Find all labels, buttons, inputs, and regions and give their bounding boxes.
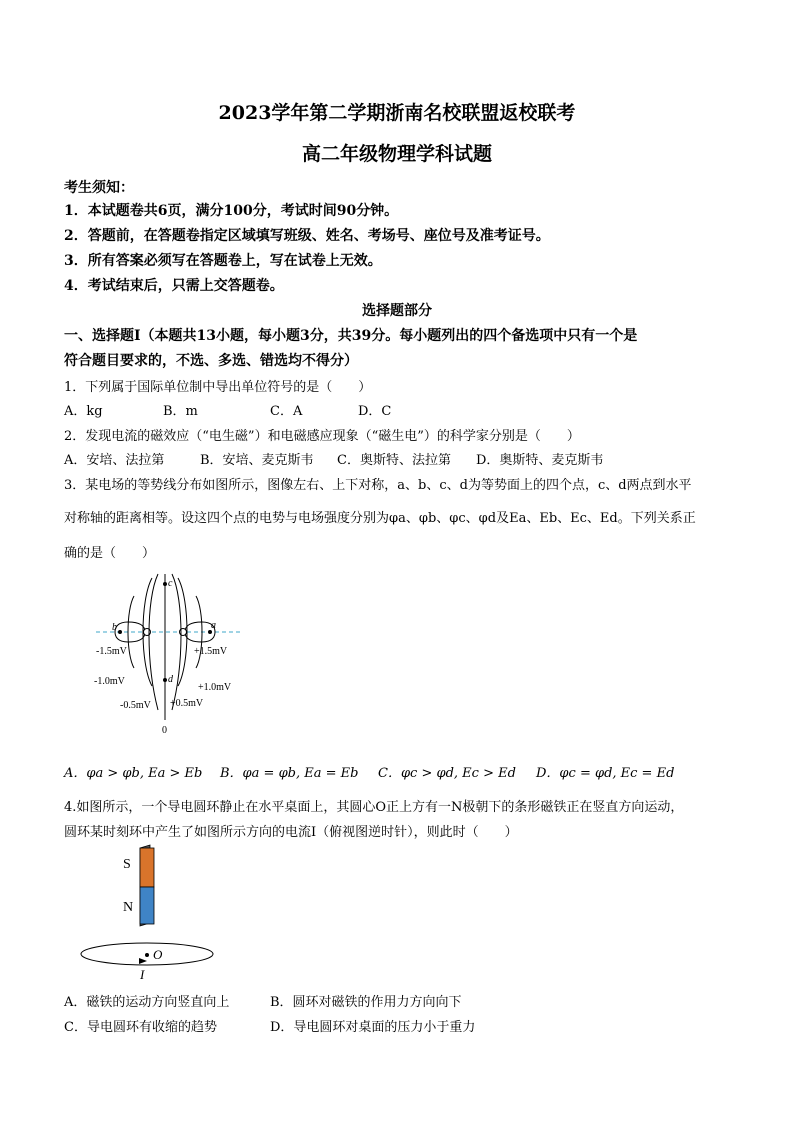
q1-option-b: B．m: [163, 404, 198, 419]
magnet-ring-figure: [75, 843, 225, 983]
label-plus-1-0: +1.0mV: [198, 682, 232, 693]
label-d: d: [168, 674, 173, 685]
exam-title: 2023学年第二学期浙南名校联盟返校联考: [218, 102, 576, 124]
notice-heading: 考生须知：: [64, 180, 134, 196]
label-b: b: [112, 622, 117, 633]
q3-option-c: C．φc > φd, Ec > Ed: [378, 766, 516, 781]
q2-stem: 2．发现电流的磁效应（“电生磁”）和电磁感应现象（“磁生电”）的科学家分别是（ ）: [64, 429, 580, 444]
q2-option-a: A．安培、法拉第: [64, 453, 165, 468]
equipotential-figure: [90, 570, 260, 740]
q4-option-a: A．磁铁的运动方向竖直向上: [64, 995, 230, 1010]
ring-center: [145, 953, 149, 957]
label-minus-0-5: -0.5mV: [120, 700, 151, 711]
q1-option-c: C．A: [270, 404, 303, 419]
label-a: a: [211, 620, 216, 631]
q4-stem-line1: 4.如图所示，一个导电圆环静止在水平桌面上，其圆心O正上方有一N极朝下的条形磁铁正在竖直方向运动，: [64, 800, 684, 815]
q2-option-b: B．安培、麦克斯韦: [200, 453, 314, 468]
q4-option-b: B．圆环对磁铁的作用力方向向下: [270, 995, 462, 1010]
current-arrow-icon: [139, 958, 147, 964]
point-d: [163, 678, 167, 682]
part1-instructions-line1: 一、选择题Ⅰ（本题共13小题，每小题3分，共39分。每小题列出的四个备选项中只有一个是: [64, 328, 638, 344]
magnet-south-pole: [140, 848, 154, 887]
q3-stem-line1: 3．某电场的等势线分布如图所示，图像左右、上下对称，a、b、c、d为等势面上的四个点，c、d两点到水平: [64, 478, 692, 493]
equipotential-curve-right-2: [172, 574, 181, 710]
q2-option-c: C．奥斯特、法拉第: [337, 453, 451, 468]
label-c: c: [168, 578, 173, 589]
q3-option-a: A．φa > φb, Ea > Eb: [64, 766, 203, 781]
q4-option-c: C．导电圆环有收缩的趋势: [64, 1020, 217, 1035]
notice-item-2: 2．答题前，在答题卷指定区域填写班级、姓名、考场号、座位号及准考证号。: [64, 228, 550, 244]
q3-option-d: D．φc = φd, Ec = Ed: [536, 766, 675, 781]
notice-item-3: 3．所有答案必须写在答题卷上，写在试卷上无效。: [64, 253, 382, 269]
q4-stem-line2: 圆环某时刻环中产生了如图所示方向的电流I（俯视图逆时针），则此时（ ）: [64, 825, 518, 840]
part1-instructions-line2: 符合题目要求的，不选、多选、错选均不得分）: [64, 353, 358, 369]
notice-item-1: 1．本试题卷共6页，满分100分，考试时间90分钟。: [64, 203, 399, 219]
point-b: [118, 630, 122, 634]
magnet-north-pole: [140, 887, 154, 924]
exam-subtitle: 高二年级物理学科试题: [301, 143, 492, 165]
section-title: 选择题部分: [362, 303, 432, 319]
point-c: [163, 582, 167, 586]
q1-option-a: A．kg: [64, 404, 103, 419]
q1-stem: 1．下列属于国际单位制中导出单位符号的是（ ）: [64, 380, 372, 395]
q3-stem-line3: 确的是（ ）: [64, 546, 156, 561]
notice-item-4: 4．考试结束后，只需上交答题卷。: [64, 278, 284, 294]
q3-option-b: B．φa = φb, Ea = Eb: [220, 766, 359, 781]
q3-stem-line2: 对称轴的距离相等。设这四个点的电势与电场强度分别为φa、φb、φc、φd及Ea、Eb、Ec、Ed。下列关系正: [64, 511, 696, 526]
label-plus-1-5: +1.5mV: [194, 646, 228, 657]
label-current: I: [140, 967, 145, 982]
q1-option-d: D．C: [358, 404, 392, 419]
q4-option-d: D．导电圆环对桌面的压力小于重力: [270, 1020, 476, 1035]
label-south: S: [123, 857, 131, 872]
label-minus-1-5: -1.5mV: [96, 646, 127, 657]
label-minus-1-0: -1.0mV: [94, 676, 125, 687]
equipotential-curve-left-2: [149, 574, 158, 710]
label-north: N: [123, 900, 134, 915]
label-plus-0-5: +0.5mV: [170, 698, 204, 709]
q2-option-d: D．奥斯特、麦克斯韦: [476, 453, 604, 468]
label-zero: 0: [162, 725, 167, 736]
label-o: O: [153, 947, 163, 962]
